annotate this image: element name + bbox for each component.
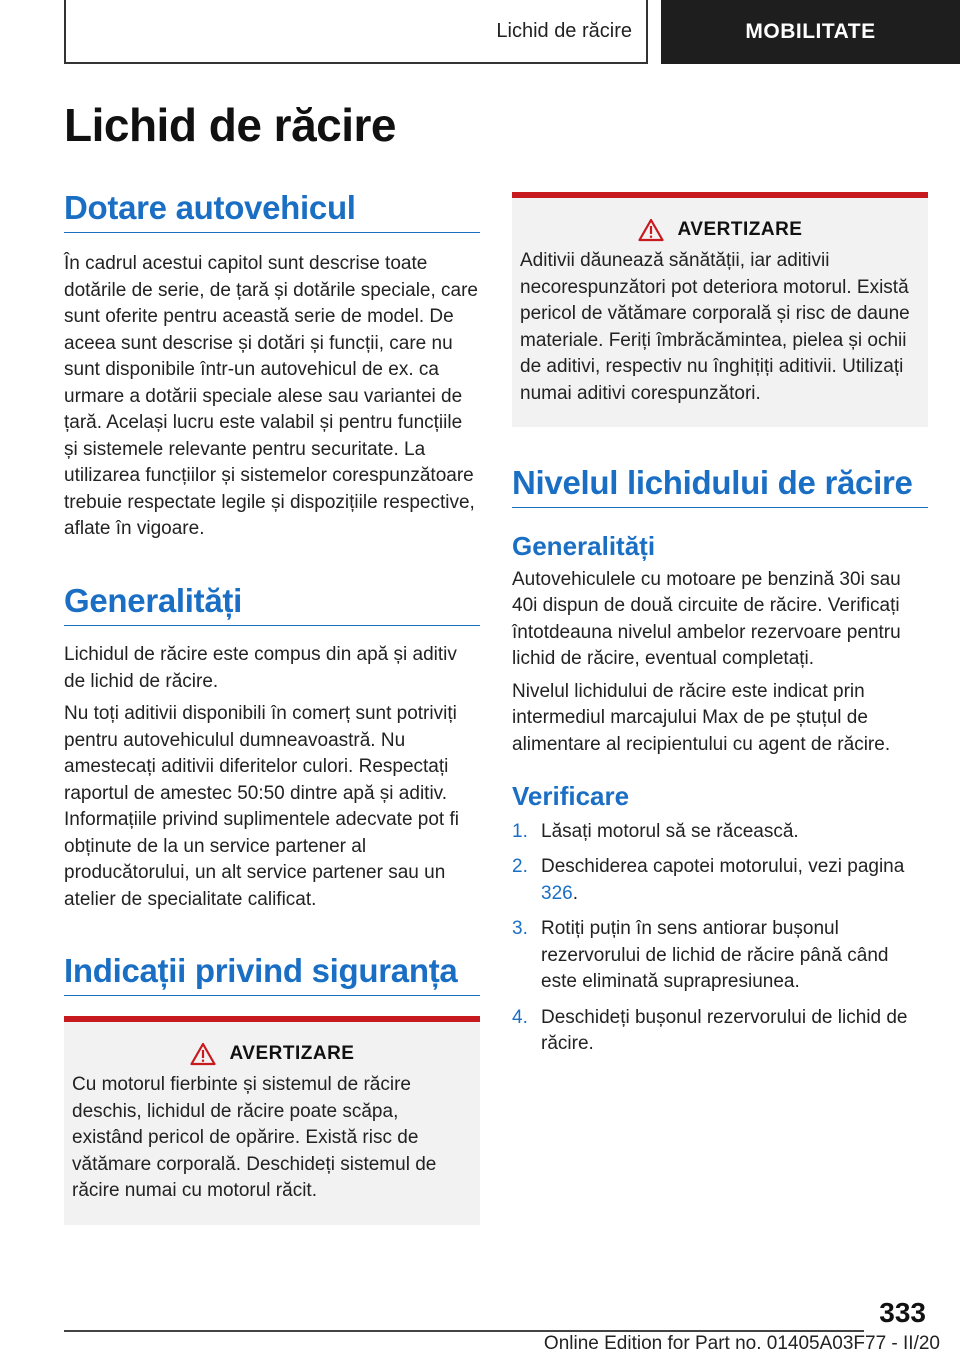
step-suffix: . [572, 882, 578, 904]
list-item [512, 916, 928, 996]
step-number: 4. [512, 1006, 528, 1028]
dotare-text: În cadrul acestui capitol sunt descrise toate dotările de serie, de țară și dotările speciale, care sunt oferite pentru această serie de model. De aceea sunt descrise și dotări și funcții, care nu sunt disponibile într-un autovehicul de ex. ca urmare a dotării speciale alese sau variantei de țară. Același lucru este valabil și pentru funcțiile și sistemele relevante pentru securitate. La utilizarea funcțiilor și sistemelor corespunzătoare trebuie respectate legile și dispozițiile respective, aflate în vigoare. [64, 253, 479, 540]
step-number: 2. [512, 856, 528, 878]
step-number: 3. [512, 918, 528, 940]
nivel-p2: Nivelul lichidului de răcire este indicat prin intermediul marcajului Max de pe ștuțul de alimentare al recipientului cu agent de răcire. [512, 680, 891, 755]
warning-triangle-icon [638, 218, 664, 242]
heading-siguranta: Indicații privind siguranța [64, 953, 480, 996]
warning-title: AVERTIZARE [677, 219, 803, 240]
header-section-label: MOBILITATE [745, 20, 876, 43]
generalitati-p2: Nu toți aditivii disponibili în comerț sunt potriviți pentru autovehiculul dumneavoastră. Nu amestecați aditivii diferitelor culori. Respectați raportul de amestec 50:50 dintre apă și aditiv. Informațiile privind suplimentele adecvate pot fi obținute de la un service partener al producătorului, un alt service partener sau un atelier de specialitate calificat. [64, 703, 459, 910]
header-chapter-label: Lichid de răcire [496, 19, 632, 42]
page-number: 333 [879, 1297, 926, 1328]
step-text: Rotiți puțin în sens antiorar bușonul rezervorului de lichid de răcire până când este eliminată suprapresiunea. [541, 918, 889, 993]
header-section-tab [661, 0, 960, 64]
list-item [512, 819, 928, 846]
warning-title: AVERTIZARE [229, 1043, 355, 1065]
heading-generalitati: Generalități [64, 583, 480, 626]
step-text: Deschideți bușonul rezervorului de lichid de răcire. [541, 1006, 908, 1055]
heading-nivel: Nivelul lichidului de răcire [512, 465, 928, 508]
step-text-wrap [541, 854, 928, 907]
warning-text: Cu motorul fierbinte și sistemul de răcire deschis, lichidul de răcire poate scăpa, existând pericol de opărire. Există risc de vătămare corporală. Deschideți sistemul de răcire numai cu motorul răcit. [72, 1074, 437, 1202]
verificare-steps [512, 819, 928, 1058]
subheading-generalitati: Generalități [512, 531, 656, 562]
footer-edition: Online Edition for Part no. 01405A03F77 - II/20 [543, 1333, 940, 1354]
page-reference-link[interactable]: 326 [541, 882, 573, 904]
list-item [512, 854, 928, 907]
subheading-verificare: Verificare [512, 781, 630, 812]
left-column [64, 190, 480, 1225]
warning-box-aditivi [512, 192, 928, 427]
nivel-p1: Autovehiculele cu motoare pe benzină 30i sau 40i dispun de două circuite de răcire. Verificați întotdeauna nivelul ambelor rezervoare pentru lichid de răcire, eventual completați. [512, 568, 901, 670]
warning-header [72, 1042, 472, 1066]
warning-text: Aditivii dăunează sănătății, iar aditivii necorespunzători pot deteriora motorul. Există pericol de vătămare corporală și risc de daune materiale. Feriți îmbrăcămintea, pielea și ochii de aditivi, respectiv nu înghițiți aditivii. Utilizați numai aditivi corespunzători. [520, 250, 910, 404]
heading-dotare: Dotare autovehicul [64, 190, 480, 233]
page-title: Lichid de răcire [64, 99, 397, 151]
step-number: 1. [512, 820, 528, 842]
right-column [512, 192, 928, 1067]
footer-rule [64, 1330, 864, 1332]
list-item [512, 1005, 928, 1058]
generalitati-p1: Lichidul de răcire este compus din apă și aditiv de lichid de răcire. [64, 644, 457, 692]
warning-box-siguranta [64, 1016, 480, 1225]
header-chapter-tab [66, 0, 648, 64]
warning-header [520, 218, 920, 242]
step-text: Deschiderea capotei motorului, vezi pagina [541, 856, 905, 878]
warning-triangle-icon [190, 1042, 216, 1066]
step-text: Lăsați motorul să se răcească. [541, 820, 799, 842]
